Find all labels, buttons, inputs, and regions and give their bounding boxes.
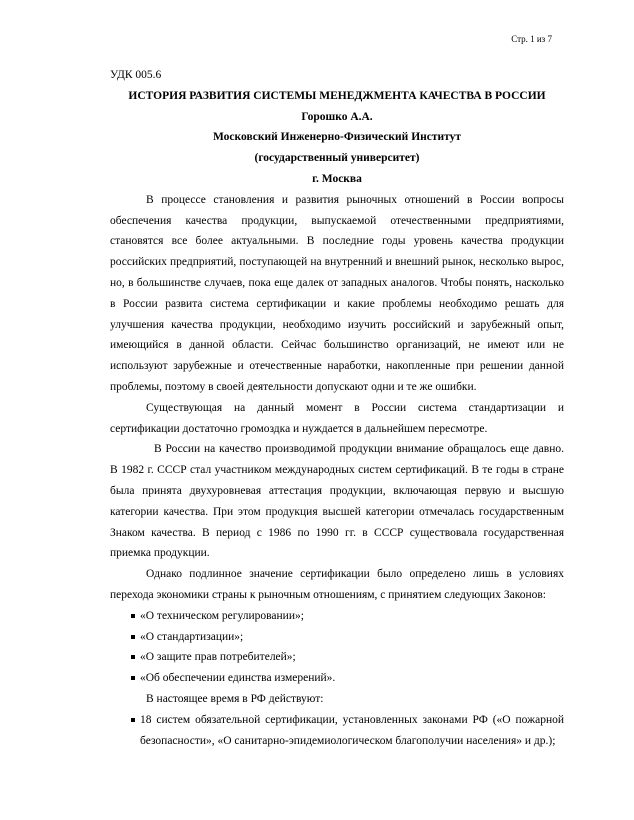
paragraph: Однако подлинное значение сертификации было определено лишь в условиях перехода экономики страны к рыночным отношениям, с принятием следующих Законов: bbox=[110, 568, 564, 601]
paragraph: В настоящее время в РФ действуют: bbox=[146, 692, 324, 705]
institution-status: (государственный университет) bbox=[254, 152, 420, 165]
paragraph: В процессе становления и развития рыночных отношений в России вопросы обеспечения качества продукции, выпускаемой отечественными предприятиями, становятся все более актуальными. В последние годы уровень качества продукции российских предприятий, поступающей на внутренний и внешний рынок, несколько вырос, но, в большинстве случаев, пока еще далек от западных аналогов. Чтобы понять, насколько в России развита система сертификации и какие проблемы необходимо решать для улучшения качества продукции, необходимо изучить российский и зарубежный опыт, имеющийся в данной области. Сейчас большинство организаций, не имеют или не используют зарубежные и отечественные наработки, накопленные при решении данной проблемы, поэтому в своей деятельности допускают одни и те же ошибки. bbox=[110, 193, 564, 393]
city: г. Москва bbox=[312, 172, 362, 185]
current-systems-list bbox=[110, 710, 564, 752]
list-item: «О техническом регулировании»; bbox=[110, 606, 564, 627]
list-item: «О стандартизации»; bbox=[110, 627, 564, 648]
author-name: Горошко А.А. bbox=[301, 110, 373, 123]
paragraph: Существующая на данный момент в России система стандартизации и сертификации достаточно громоздка и нуждается в дальнейшем пересмотре. bbox=[110, 401, 564, 435]
document-body bbox=[110, 65, 564, 751]
page-number: Стр. 1 из 7 bbox=[511, 34, 552, 44]
article-title: ИСТОРИЯ РАЗВИТИЯ СИСТЕМЫ МЕНЕДЖМЕНТА КАЧЕСТВА В РОССИИ bbox=[128, 89, 546, 102]
paragraph: В России на качество производимой продукции внимание обращалось еще давно. В 1982 г. СССР стал участником международных систем сертификаций. В те годы в стране была принята двухуровневая аттестация продукции, включающая первую и высшую категории качества. При этом продукция высшей категории отмечалась государственным Знаком качества. В период с 1986 по 1990 гг. в СССР существовала государственная приемка продукции. bbox=[110, 443, 564, 560]
list-item: «О защите прав потребителей»; bbox=[110, 647, 564, 668]
list-item: «Об обеспечении единства измерений». bbox=[110, 668, 564, 689]
list-item: 18 систем обязательной сертификации, установленных законами РФ («О пожарной безопасности», «О санитарно-эпидемиологическом благополучии населения» и др.); bbox=[110, 710, 564, 752]
udc-code: УДК 005.6 bbox=[110, 69, 162, 81]
laws-list bbox=[110, 606, 564, 689]
institution-name: Московский Инженерно-Физический Институт bbox=[212, 131, 462, 144]
